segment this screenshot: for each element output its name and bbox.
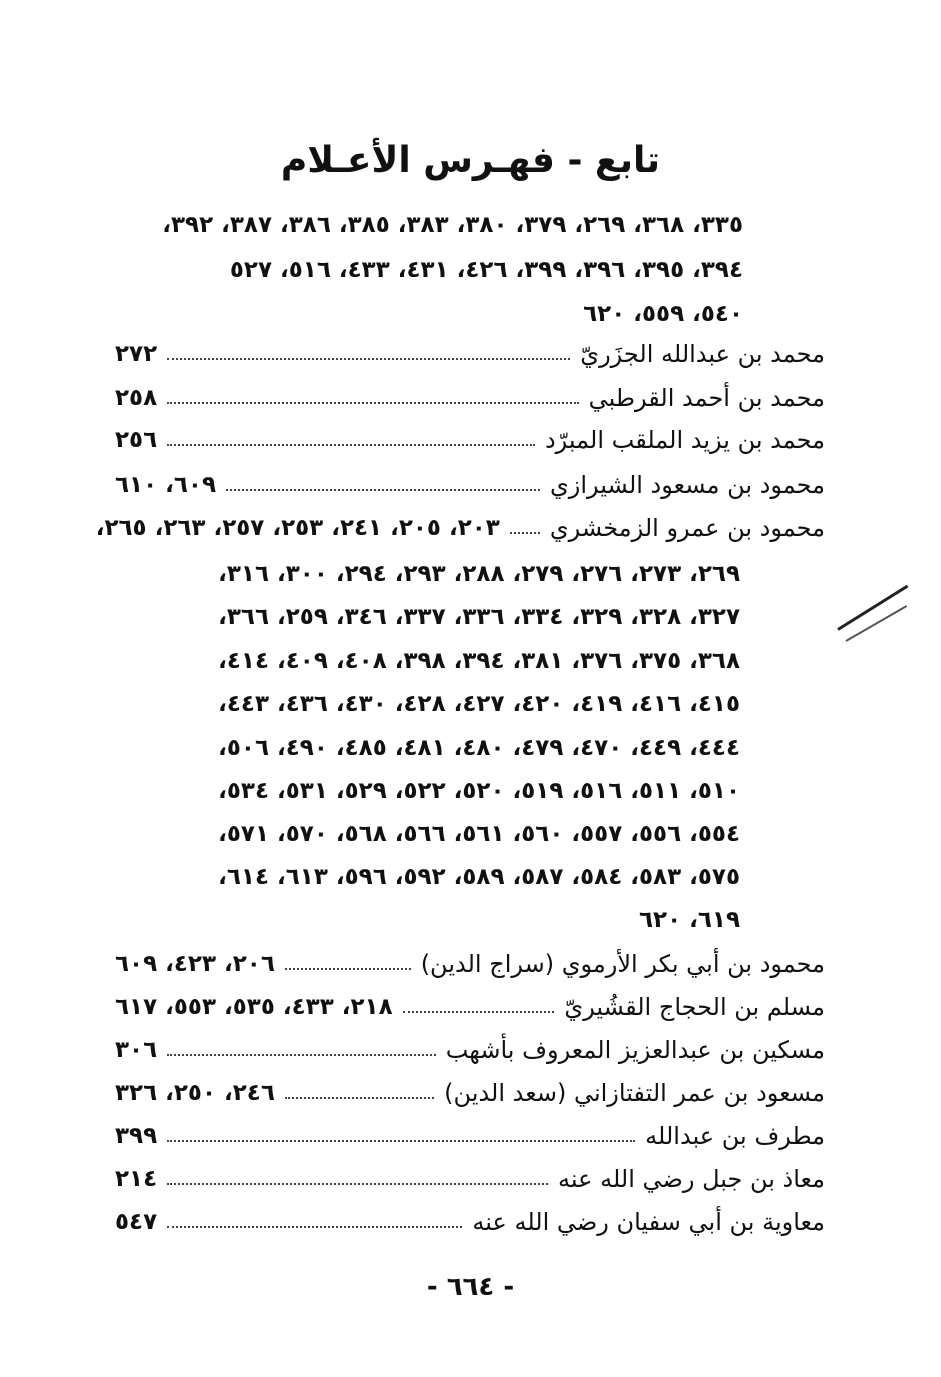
index-entry: [115, 465, 825, 505]
index-entry: [115, 1159, 825, 1199]
page-number: - ٦٦٤ -: [426, 1272, 515, 1302]
entry-name: معاذ بن جبل رضي الله عنه: [558, 1165, 825, 1193]
pen-mark: [846, 605, 908, 642]
entry-pages: ٢١٨، ٤٣٣، ٥٣٥، ٥٥٣، ٦١٧: [115, 994, 393, 1020]
pages-continuation: ٥٧٥، ٥٨٣، ٥٨٤، ٥٨٧، ٥٨٩، ٥٩٢، ٥٩٦، ٦١٣، ٦١٤،: [218, 864, 740, 890]
leader-dots: [167, 1183, 548, 1185]
index-entry: [115, 1116, 825, 1156]
entry-name: مسلم بن الحجاج القشُيريّ: [564, 993, 825, 1021]
entry-pages: ٢١٤: [115, 1166, 158, 1192]
entry-name: محمد بن أحمد القرطبي: [588, 384, 825, 412]
entry-pages: ٥٤٧: [115, 1209, 158, 1235]
leader-dots: [226, 489, 540, 491]
entry-pages: ٢٠٣، ٢٠٥، ٢٤١، ٢٥٣، ٢٥٧، ٢٦٣، ٢٦٥،: [95, 515, 500, 541]
index-entry: [115, 944, 825, 984]
index-entry: [115, 420, 825, 460]
entry-name: مطرف بن عبدالله: [645, 1122, 825, 1150]
entry-pages: ٣٩٩: [115, 1123, 158, 1149]
pages-continuation: ٥١٠، ٥١١، ٥١٦، ٥١٩، ٥٢٠، ٥٢٢، ٥٢٩، ٥٣١، ٥٣٤،: [218, 778, 740, 804]
entry-name: محمد بن عبدالله الجزَريّ: [580, 340, 825, 368]
leader-dots: [167, 1140, 635, 1142]
leader-dots: [167, 444, 535, 446]
leader-dots: [285, 1097, 434, 1099]
pages-continuation: ٣٦٨، ٣٧٥، ٣٧٦، ٣٨١، ٣٩٤، ٣٩٨، ٤٠٨، ٤٠٩، ٤١٤،: [218, 648, 740, 674]
page-title: تابع - فهـرس الأعـلام: [280, 140, 661, 181]
entry-name: محمد بن يزيد الملقب المبرّد: [544, 426, 825, 454]
entry-name: محمود بن عمرو الزمخشري: [549, 514, 825, 542]
pages-continuation: ٣٢٧، ٣٢٨، ٣٢٩، ٣٣٤، ٣٣٦، ٣٣٧، ٣٤٦، ٢٥٩، ٣٦٦،: [218, 604, 740, 630]
continuation-line: ٥٤٠، ٥٥٩، ٦٢٠: [583, 301, 743, 327]
entry-pages: ٢٤٦، ٢٥٠، ٣٢٦: [115, 1080, 275, 1106]
entry-name: محمود بن أبي بكر الأرموي (سراج الدين): [420, 950, 825, 978]
pages-continuation: ٦١٩، ٦٢٠: [639, 907, 740, 933]
continuation-line: ٣٣٥، ٣٦٨، ٢٦٩، ٣٧٩، ٣٨٠، ٣٨٣، ٣٨٥، ٣٨٦، ٣٨٧، ٣٩٢،: [162, 212, 743, 238]
leader-dots: [167, 1054, 436, 1056]
entry-pages: ٢٥٨: [115, 385, 158, 411]
entry-name: مسكين بن عبدالعزيز المعروف بأشهب: [445, 1036, 825, 1064]
index-entry: [95, 508, 825, 548]
index-entry: [115, 1030, 825, 1070]
index-entry: [115, 334, 825, 374]
index-entry: [115, 1202, 825, 1242]
leader-dots: [510, 532, 540, 534]
entry-name: محمود بن مسعود الشيرازي: [550, 471, 825, 499]
entry-pages: ٢٧٢: [115, 341, 158, 367]
entry-pages: ٣٠٦: [115, 1037, 158, 1063]
index-entry: [115, 987, 825, 1027]
leader-dots: [403, 1011, 555, 1013]
index-entry: [115, 1073, 825, 1113]
entry-pages: ٢٠٦، ٤٢٣، ٦٠٩: [115, 951, 275, 977]
index-entry: [115, 378, 825, 418]
pages-continuation: ٤١٥، ٤١٦، ٤١٩، ٤٢٠، ٤٢٧، ٤٢٨، ٤٣٠، ٤٣٦، ٤٤٣،: [218, 691, 740, 717]
leader-dots: [167, 358, 570, 360]
entry-pages: ٦٠٩، ٦١٠: [115, 472, 216, 498]
continuation-line: ٣٩٤، ٣٩٥، ٣٩٦، ٣٩٩، ٤٢٦، ٤٣١، ٤٣٣، ٥١٦، ٥٢٧: [229, 257, 743, 283]
entry-pages: ٢٥٦: [115, 427, 158, 453]
leader-dots: [285, 968, 411, 970]
pages-continuation: ٤٤٤، ٤٤٩، ٤٧٠، ٤٧٩، ٤٨٠، ٤٨١، ٤٨٥، ٤٩٠، ٥٠٦،: [218, 735, 740, 761]
pages-continuation: ٢٦٩، ٢٧٣، ٢٧٦، ٢٧٩، ٢٨٨، ٢٩٣، ٢٩٤، ٣٠٠، ٣١٦،: [218, 561, 740, 587]
leader-dots: [167, 402, 579, 404]
leader-dots: [167, 1226, 462, 1228]
entry-name: معاوية بن أبي سفيان رضي الله عنه: [472, 1208, 825, 1236]
entry-name: مسعود بن عمر التفتازاني (سعد الدين): [444, 1079, 825, 1107]
pages-continuation: ٥٥٤، ٥٥٦، ٥٥٧، ٥٦٠، ٥٦١، ٥٦٦، ٥٦٨، ٥٧٠، ٥٧١،: [218, 821, 740, 847]
